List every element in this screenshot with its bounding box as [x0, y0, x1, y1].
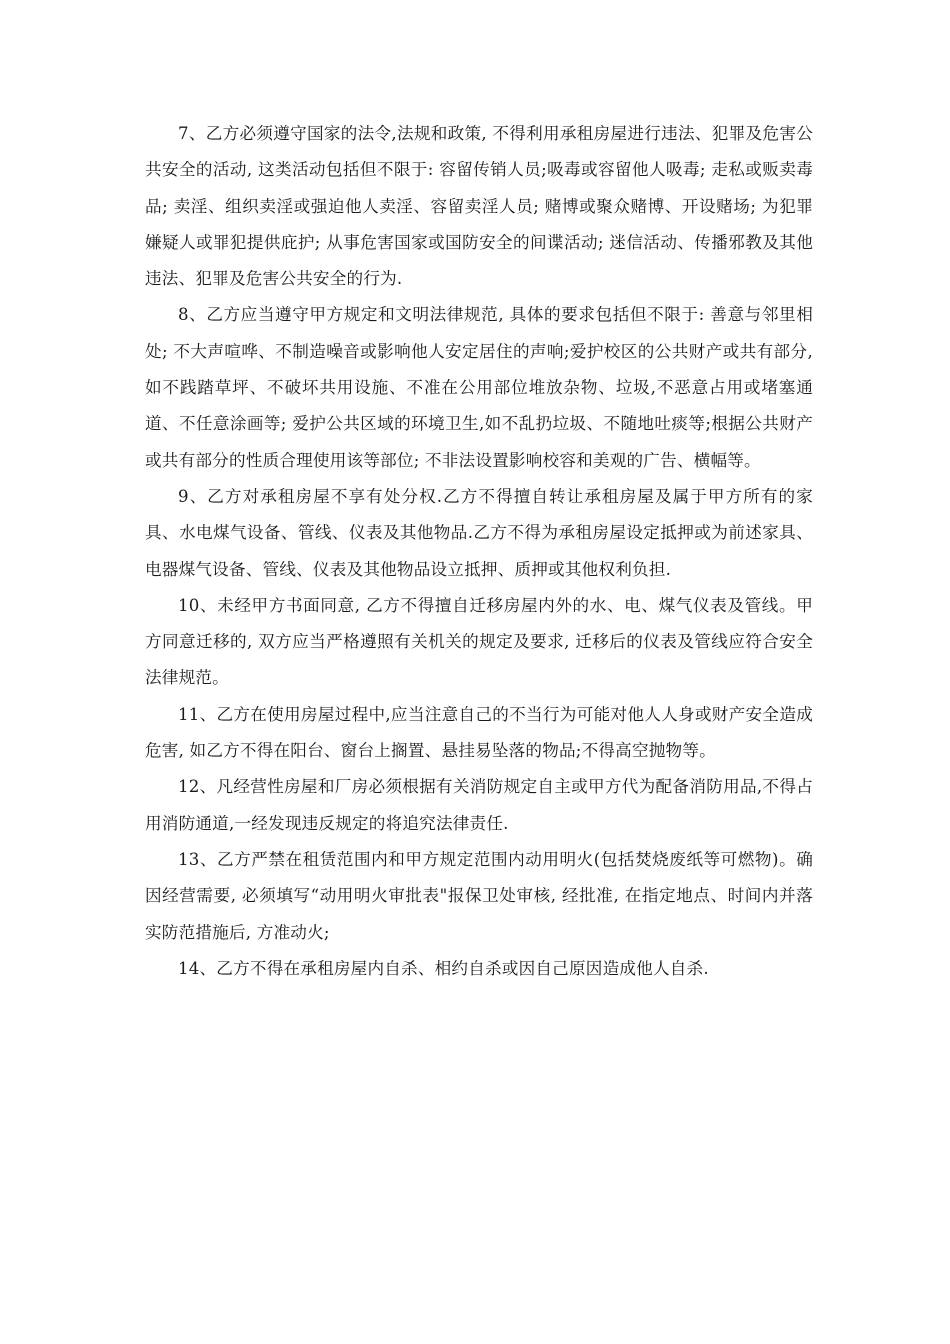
clause-11: 11、乙方在使用房屋过程中,应当注意自己的不当行为可能对他人人身或财产安全造成危害, 如乙方不得在阳台、窗台上搁置、悬挂易坠落的物品;不得高空抛物等。	[145, 704, 813, 761]
clause-12: 12、凡经营性房屋和厂房必须根据有关消防规定自主或甲方代为配备消防用品,不得占用消防通道,一经发现违反规定的将追究法律责任.	[145, 777, 813, 833]
clause-9: 9、乙方对承租房屋不享有处分权.乙方不得擅自转让承租房屋及属于甲方所有的家具、水电煤气设备、管线、仪表及其他物品.乙方不得为承租房屋设定抵押或为前述家具、电器煤气设备、管线、仪表及其他物品设立抵押、质押或其他权利负担.	[145, 486, 813, 579]
clause-10: 10、未经甲方书面同意, 乙方不得擅自迁移房屋内外的水、电、煤气仪表及管线。甲方同意迁移的, 双方应当严格遵照有关机关的规定及要求, 迁移后的仪表及管线应符合安全法律规范。	[145, 595, 813, 688]
document-body	[145, 116, 813, 987]
clause-8: 8、乙方应当遵守甲方规定和文明法律规范, 具体的要求包括但不限于: 善意与邻里相处; 不大声喧哗、不制造噪音或影响他人安定居住的声响;爱护校区的公共财产或共有部分,如不践踏草坪、不破坏共用设施、不准在公用部位堆放杂物、垃圾,不恶意占用或堵塞通道、不任意涂画等; 爱护公共区域的环境卫生,如不乱扔垃圾、不随地吐痰等;根据公共财产或共有部分的性质合理使用该等部位; 不非法设置影响校容和美观的广告、横幅等。	[145, 305, 813, 470]
clause-7: 7、乙方必须遵守国家的法令,法规和政策, 不得利用承租房屋进行违法、犯罪及危害公共安全的活动, 这类活动包括但不限于: 容留传销人员;吸毒或容留他人吸毒; 走私或贩卖毒品; 卖淫、组织卖淫或强迫他人卖淫、容留卖淫人员; 赌博或聚众赌博、开设赌场; 为犯罪嫌疑人或罪犯提供庇护; 从事危害国家或国防安全的间谍活动; 迷信活动、传播邪教及其他违法、犯罪及危害公共安全的行为.	[145, 124, 813, 289]
clause-14: 14、乙方不得在承租房屋内自杀、相约自杀或因自己原因造成他人自杀.	[178, 958, 709, 978]
clause-13: 13、乙方严禁在租赁范围内和甲方规定范围内动用明火(包括焚烧废纸等可燃物)。确因经营需要, 必须填写“动用明火审批表"报保卫处审核, 经批准, 在指定地点、时间内并落实防范措施后, 方准动火;	[145, 849, 813, 942]
